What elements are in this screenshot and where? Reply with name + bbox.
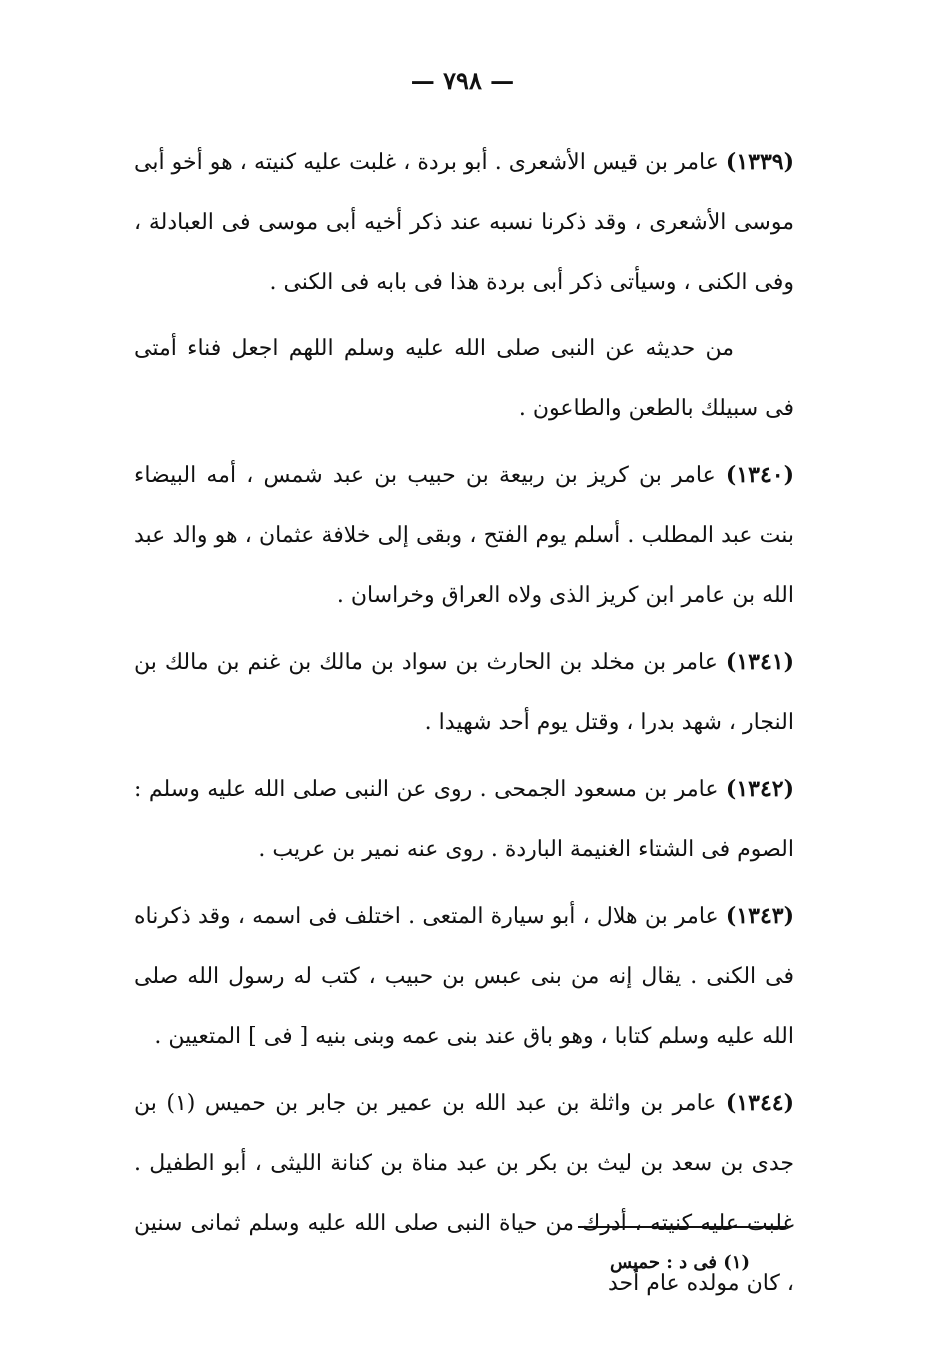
- entry-1339: [134, 132, 794, 313]
- entry-number: (١٣٤١): [725, 649, 794, 675]
- entry-text: عامر بن واثلة بن عبد الله بن عمير بن جابر بن حميس (١) بن جدى بن سعد بن ليث بن بكر بن عبد مناة بن كنانة الليثى ، أبو الطفيل . غلبت عليه كنيته ، أدرك من حياة النبى صلى الله عليه وسلم ثمانى سنين ، كان مولده عام أحد: [134, 1091, 794, 1296]
- entry-number: (١٣٤٤): [725, 1090, 795, 1116]
- entry-1341: [134, 632, 794, 753]
- hadith-paragraph: [134, 319, 794, 439]
- entry-number: (١٣٣٩): [725, 149, 794, 175]
- footnote: (١) فى د : حميس: [610, 1252, 750, 1273]
- entry-text: عامر بن كريز بن ربيعة بن حبيب بن عبد شمس ، أمه البيضاء بنت عبد المطلب . أسلم يوم الفتح ، وبقى إلى خلافة عثمان ، هو والد عبد الله بن عامر ابن كريز الذى ولاه العراق وخراسان .: [134, 463, 794, 608]
- entry-number: (١٣٤٢): [725, 776, 794, 802]
- entry-text: عامر بن قيس الأشعرى . أبو بردة ، غلبت عليه كنيته ، هو أخو أبى موسى الأشعرى ، وقد ذكرنا نسبه عند ذكر أخيه أبى موسى فى العبادلة ، وفى الكنى ، وسيأتى ذكر أبى بردة هذا فى بابه فى الكنى .: [134, 150, 794, 295]
- entry-text: عامر بن هلال ، أبو سيارة المتعى . اختلف فى اسمه ، وقد ذكرناه فى الكنى . يقال إنه من بنى عبس بن حبيب ، كتب له رسول الله صلى الله عليه وسلم كتابا ، وهو باق عند بنى عمه وبنى بنيه [ فى ] المتعيين .: [134, 904, 794, 1049]
- page-body: [134, 132, 794, 1320]
- footnote-divider: [578, 1226, 786, 1228]
- entry-1340: [134, 445, 794, 626]
- page-number: — ٧٩٨ —: [410, 66, 515, 95]
- entry-text: عامر بن مسعود الجمحى . روى عن النبى صلى الله عليه وسلم : الصوم فى الشتاء الغنيمة الباردة . روى عنه نمير بن عريب .: [134, 777, 794, 862]
- entry-1343: [134, 886, 794, 1067]
- entry-number: (١٣٤٣): [725, 903, 794, 929]
- entry-number: (١٣٤٠): [725, 462, 794, 488]
- entry-1342: [134, 759, 794, 880]
- hadith-text: من حديثه عن النبى صلى الله عليه وسلم اللهم اجعل فناء أمتى فى سبيلك بالطعن والطاعون .: [134, 336, 794, 421]
- entry-text: عامر بن مخلد بن الحارث بن سواد بن مالك بن غنم بن مالك بن النجار ، شهد بدرا ، وقتل يوم أحد شهيدا .: [134, 650, 794, 735]
